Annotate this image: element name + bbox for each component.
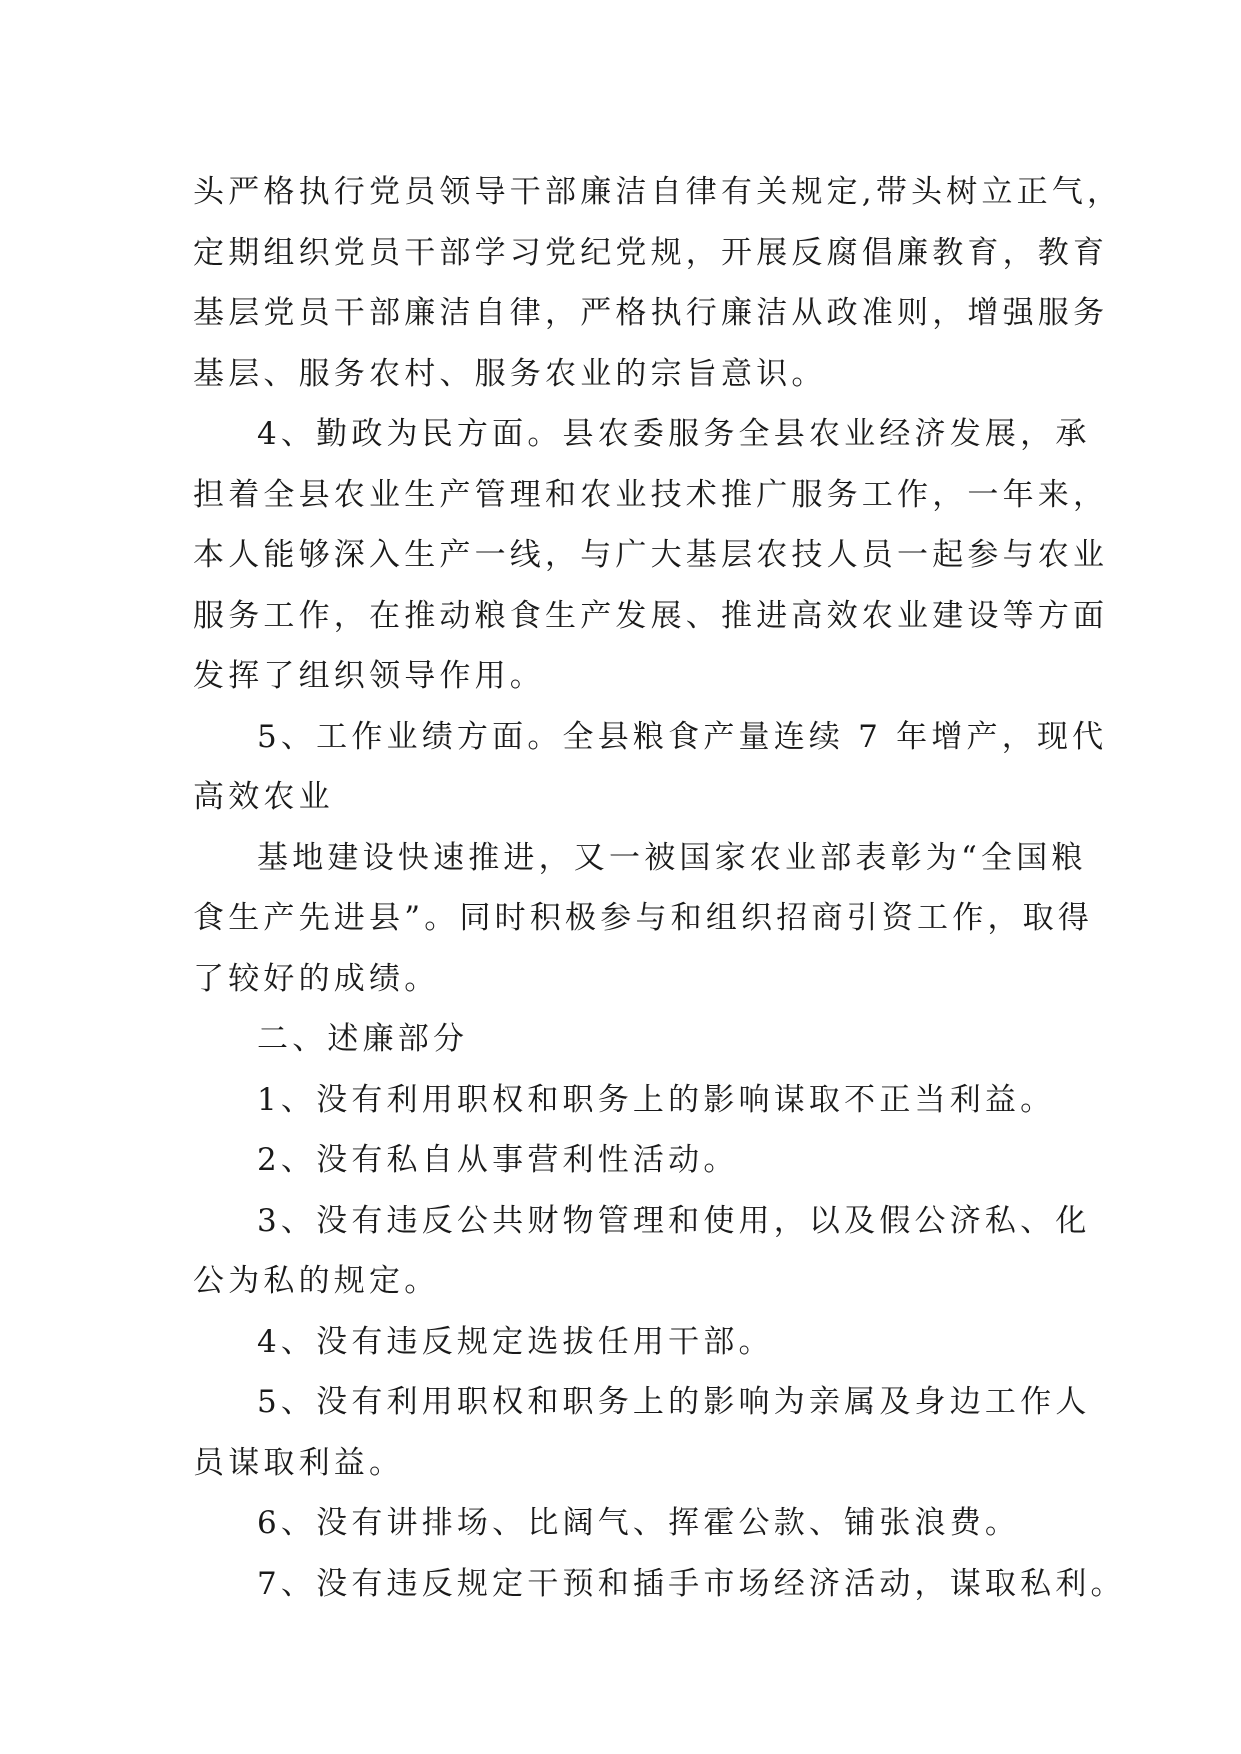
text-line: 本人能够深入生产一线，与广大基层农技人员一起参与农业 (193, 537, 1109, 573)
list-item: 1、没有利用职权和职务上的影响谋取不正当利益。 (257, 1081, 1056, 1118)
text-line: 高效农业 (193, 779, 334, 815)
body-text (193, 162, 1126, 1614)
text-line: 定期组织党员干部学习党纪党规，开展反腐倡廉教育，教育 (193, 234, 1109, 271)
text-line: 基层、服务农村、服务农业的宗旨意识。 (193, 355, 827, 392)
text-line: 基地建设快速推进，又一被国家农业部表彰为“全国粮 (257, 839, 1087, 876)
text-line: 服务工作，在推动粮食生产发展、推进高效农业建设等方面 (193, 597, 1109, 634)
list-item: 6、没有讲排场、比阔气、挥霍公款、铺张浪费。 (257, 1505, 1021, 1541)
text-line: 5、工作业绩方面。全县粮食产量连续 7 年增产，现代 (257, 718, 1108, 755)
text-line: 4、勤政为民方面。县农委服务全县农业经济发展，承 (257, 416, 1091, 452)
text-line: 公为私的规定。 (193, 1263, 440, 1299)
list-item: 5、没有利用职权和职务上的影响为亲属及身边工作人 (257, 1384, 1091, 1420)
text-line: 头严格执行党员领导干部廉洁自律有关规定,带头树立正气， (193, 174, 1123, 210)
text-line: 食生产先进县”。同时积极参与和组织招商引资工作，取得 (193, 900, 1094, 936)
text-line: 员谋取利益。 (193, 1444, 405, 1481)
list-item: 3、没有违反公共财物管理和使用，以及假公济私、化 (257, 1202, 1091, 1239)
section-heading: 二、述廉部分 (257, 1021, 469, 1057)
text-line: 了较好的成绩。 (193, 960, 440, 997)
list-item: 2、没有私自从事营利性活动。 (257, 1142, 739, 1178)
list-item: 7、没有违反规定干预和插手市场经济活动，谋取私利。 (257, 1565, 1126, 1602)
text-line: 担着全县农业生产管理和农业技术推广服务工作，一年来， (193, 476, 1109, 513)
text-line: 发挥了组织领导作用。 (193, 658, 545, 694)
text-line: 基层党员干部廉洁自律，严格执行廉洁从政准则，增强服务 (193, 295, 1109, 331)
list-item: 4、没有违反规定选拔任用干部。 (257, 1323, 774, 1360)
